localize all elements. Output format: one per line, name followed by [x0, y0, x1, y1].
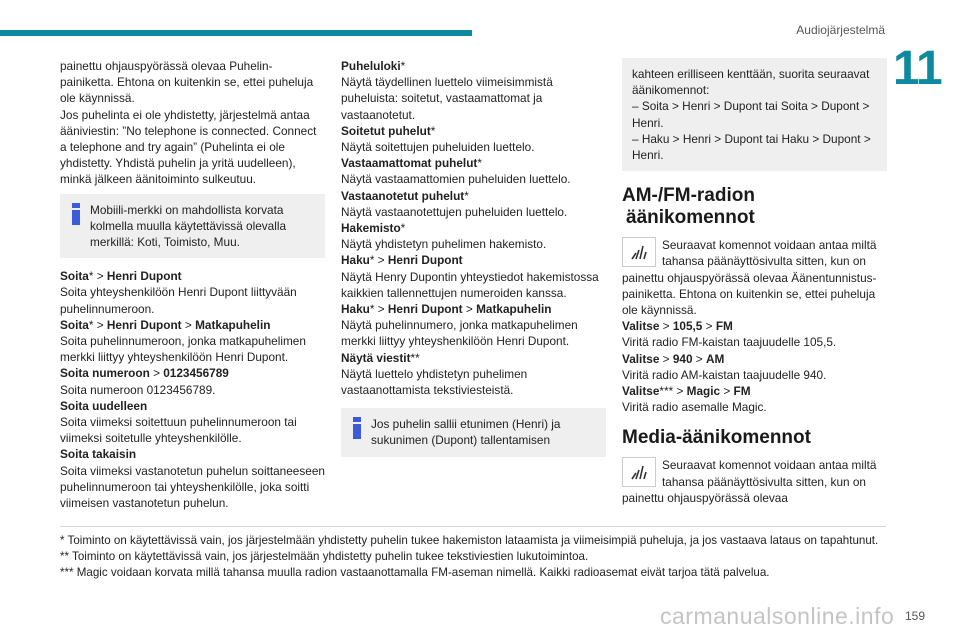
footnote: * Toiminto on käytettävissä vain, jos järjestelmään yhdistetty puhelin tukee hakemiston lataamista ja viimeisimpiä puheluja, ja jos vastaava lataus on tapahtunut.	[60, 534, 879, 547]
command-desc: Näytä vastaamattomien puheluiden luettelo.	[341, 172, 571, 187]
command-line: Haku* > Henri Dupont > Matkapuhelin	[341, 302, 552, 317]
section-heading-media: Media-äänikomennot	[622, 427, 811, 449]
command-desc: Soita numeroon 0123456789.	[60, 382, 216, 397]
command-desc: Soita viimeksi vastanotetun puhelun soittaneeseen puhelinnumeroon tai yhteyshenkilölle, joka soitti viimeisen vastanotetun puhelun.	[60, 463, 325, 511]
section-heading-amfm: AM-/FM-radion äänikomennot	[622, 185, 755, 229]
chapter-number: 11	[893, 42, 942, 95]
info-text: Mobiili-merkki on mahdollista korvata kolmella muulla käytettävissä olevalla merkillä: Koti, Toimisto, Muu.	[90, 202, 287, 250]
paragraph: Jos puhelinta ei ole yhdistetty, järjestelmä antaa ääniviestin: ”No telephone is connected. Connect a telephone and try again” (Puhelinta ei ole yhdistetty. Yhdistä puhelin ja yritä uudelleen), minkä jälkeen äänitoiminto sulkeutuu.	[60, 107, 317, 187]
footnote: *** Magic voidaan korvata millä tahansa muulla radion vastaanottamalla FM-aseman nimellä. Kaikki radioasemat eivät tarjoa tätä palvelua.	[60, 565, 770, 579]
command-line: Soita uudelleen	[60, 398, 148, 413]
footnotes	[60, 526, 886, 580]
command-line: Soita* > Henri Dupont	[60, 269, 182, 284]
watermark: carmanualsonline.info	[660, 603, 895, 629]
voice-recognition-icon	[622, 237, 656, 267]
voice-recognition-icon	[622, 457, 656, 487]
command-desc: Viritä radio AM-kaistan taajuudelle 940.	[622, 367, 827, 382]
command-line: Valitse*** > Magic > FM	[622, 384, 751, 399]
command-desc: Näytä yhdistetyn puhelimen hakemisto.	[341, 237, 547, 252]
command-desc: Näytä vastaanotettujen puheluiden luettelo.	[341, 204, 568, 219]
paragraph: painettu ohjauspyörässä olevaa Puhelin-painiketta. Ehtona on kuitenkin se, ettei puheluja ole käynnissä.	[60, 59, 314, 106]
command-desc: Viritä radio asemalle Magic.	[622, 400, 767, 415]
command-desc: Näytä luettelo yhdistetyn puhelimen vastaanottamista tekstiviesteistä.	[341, 366, 528, 398]
command-line: Vastaamattomat puhelut*	[341, 156, 482, 171]
command-line: Vastaanotetut puhelut*	[341, 188, 469, 203]
command-line: Puheluloki*	[341, 59, 406, 73]
command-line: Näytä viestit**	[341, 350, 420, 365]
paragraph: Seuraavat komennot voidaan antaa miltä tahansa päänäyttösivulta sitten, kun on painettu ohjauspyörässä olevaa Äänentunnistus-painiketta. Ehtona on kuitenkin se, ettei puheluja ole käynnissä.	[622, 238, 877, 318]
command-line: Valitse > 940 > AM	[622, 351, 725, 366]
command-desc: Soita viimeksi soitettuun puhelinnumeroon tai viimeksi soitetulle yhteyshenkilölle.	[60, 415, 297, 446]
command-desc: Näytä soitettujen puheluiden luettelo.	[341, 140, 535, 155]
command-desc: Viritä radio FM-kaistan taajuudelle 105,5.	[622, 335, 837, 350]
command-line: Valitse > 105,5 > FM	[622, 319, 733, 334]
command-line: Soitetut puhelut*	[341, 123, 436, 138]
chapter-title: Audiojärjestelmä	[796, 23, 885, 37]
command-line: Soita* > Henri Dupont > Matkapuhelin	[60, 317, 271, 332]
page-number: 159	[904, 609, 925, 623]
command-line: Haku* > Henri Dupont	[341, 253, 463, 268]
command-desc: Näytä puhelinnumero, jonka matkapuhelimen merkki liittyy yhteyshenkilöön Henri Dupont.	[341, 318, 578, 349]
column-1	[60, 58, 325, 511]
command-line: Soita takaisin	[60, 447, 137, 462]
command-desc: Soita yhteyshenkilöön Henri Dupont liittyvään puhelinnumeroon.	[60, 285, 297, 316]
info-icon	[69, 203, 83, 225]
info-box	[60, 194, 325, 259]
column-3	[622, 58, 887, 506]
command-desc: Näytä täydellinen luettelo viimeisimmistä puheluista: soitetut, vastaamattomat ja vastaanotetut.	[341, 75, 553, 122]
command-desc: Näytä Henry Dupontin yhteystiedot hakemistossa kaikkien tallennettujen numeroiden kanssa.	[341, 269, 599, 300]
continued-info-box: kahteen erilliseen kenttään, suorita seuraavat äänikomennot: – Soita > Henri > Dupont tai Soita > Dupont > Henri. – Haku > Henri > Dupont tai Haku > Dupont > Henri.	[622, 58, 887, 171]
command-line: Hakemisto*	[341, 221, 406, 236]
info-text: Jos puhelin sallii etunimen (Henri) ja sukunimen (Dupont) tallentamisen	[371, 417, 561, 448]
header-accent-bar	[0, 30, 472, 36]
column-2	[341, 58, 606, 467]
info-icon	[350, 417, 364, 439]
paragraph: Seuraavat komennot voidaan antaa miltä tahansa päänäyttösivulta sitten, kun on painettu ohjauspyörässä olevaa	[622, 458, 877, 505]
info-box	[341, 408, 606, 456]
command-desc: Soita puhelinnumeroon, jonka matkapuhelimen merkki liittyy yhteyshenkilöön Henri Dupont.	[60, 334, 306, 365]
command-line: Soita numeroon > 0123456789	[60, 366, 229, 381]
footnote: ** Toiminto on käytettävissä vain, jos järjestelmään yhdistetty puhelin tukee tekstiviestien lukutoimintoa.	[60, 549, 589, 563]
